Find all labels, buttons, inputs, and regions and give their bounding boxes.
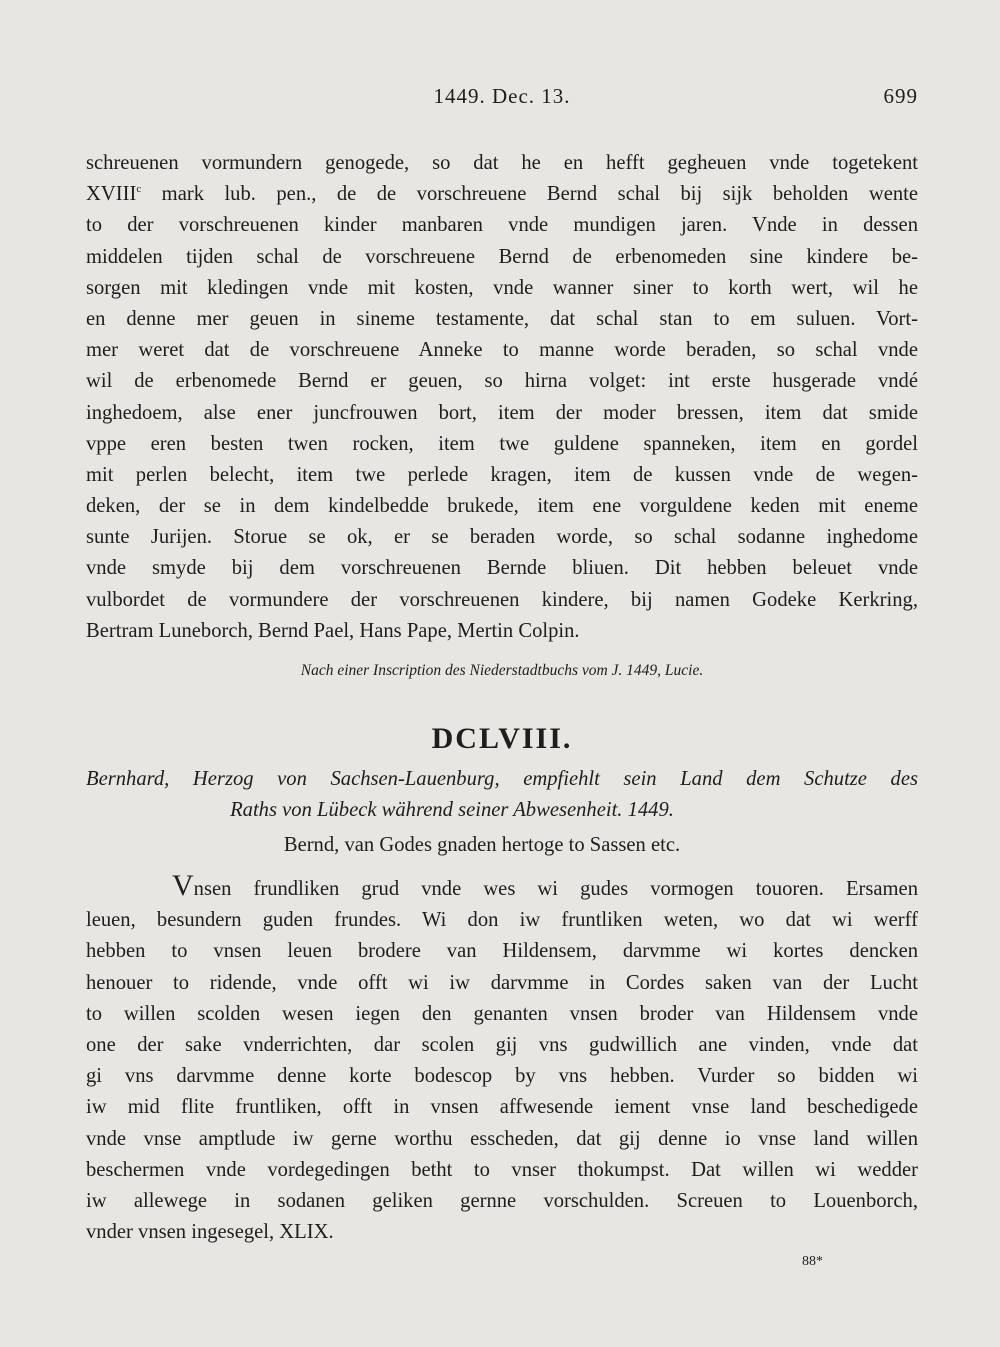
summary-line: Bernhard, Herzog von Sachsen-Lauenburg, empfiehlt sein Land dem Schutze des [86, 768, 918, 790]
text-line: henouer to ridende, vnde offt wi iw darvmme in Cordes saken van der Lucht [86, 971, 918, 994]
text-line [86, 869, 918, 905]
text-line: schreuenen vormundern genogede, so dat he en hefft gegheuen vnde togetekent [86, 152, 918, 174]
text-line: Bertram Luneborch, Bernd Pael, Hans Pape, Mertin Colpin. [86, 619, 580, 642]
text-line: sorgen mit kledingen vnde mit kosten, vnde wanner siner to korth wert, wil he [86, 276, 918, 299]
paragraph-letter [86, 869, 918, 1248]
text-line: to der vorschreuenen kinder manbaren vnde mundigen jaren. Vnde in dessen [86, 214, 918, 237]
text-line: en denne mer geuen in sineme testamente, dat schal stan to em suluen. Vort- [86, 307, 918, 330]
text-line: inghedoem, alse ener juncfrouwen bort, item der moder bressen, item dat smide [86, 401, 918, 424]
signature-mark: 88* [802, 1254, 823, 1269]
text-line: vulbordet de vormundere der vorschreuenen kindere, bij namen Godeke Kerkring, [86, 588, 918, 611]
source-note: Nach einer Inscription des Niederstadtbuchs vom J. 1449, Lucie. [300, 662, 704, 679]
text-line: vnde smyde bij dem vorschreuenen Bernde bliuen. Dit hebben beleuet vnde [86, 557, 918, 580]
text-line: beschermen vnde vordegedingen betht to vnser thokumpst. Dat willen wi wedder [86, 1158, 918, 1181]
salutation: Bernd, van Godes gnaden hertoge to Sassen etc. [283, 834, 681, 856]
summary-line: Raths von Lübeck während seiner Abwesenheit. 1449. [230, 799, 674, 821]
header-date: 1449. Dec. 13. [433, 84, 571, 108]
text-line [86, 179, 918, 210]
text-line: mer weret dat de vorschreuene Anneke to manne worde beraden, so schal vnde [86, 339, 918, 362]
page-header [86, 84, 918, 114]
text-line: iw allewege in sodanen geliken gernne vorschulden. Screuen to Louenborch, [86, 1189, 918, 1212]
text-line: sunte Jurijen. Storue se ok, er se beraden worde, so schal sodanne inghedome [86, 526, 918, 549]
text-line: vnde vnse amptlude iw gerne worthu esscheden, dat gij denne io vnse land willen [86, 1127, 918, 1150]
drop-cap: V [172, 869, 194, 902]
text-line-rest: mark lub. pen., de de vorschreuene Bernd schal bij sijk beholden wente [141, 183, 918, 206]
document-summary [86, 764, 918, 826]
text-line: vppe eren besten twen rocken, item twe guldene spanneken, item en gordel [86, 432, 918, 455]
text-line: iw mid flite fruntliken, offt in vnsen affwesende iement vnse land beschedigede [86, 1096, 918, 1119]
roman-numeral: XVIII [86, 183, 137, 206]
text-line: hebben to vnsen leuen brodere van Hildensem, darvmme wi kortes dencken [86, 940, 918, 963]
text-line: wil de erbenomede Bernd er geuen, so hirna volget: int erste husgerade vndé [86, 370, 918, 393]
superscript: c [136, 183, 142, 196]
text-line: middelen tijden schal de vorschreuene Bernd de erbenomeden sine kindere be- [86, 245, 918, 268]
text-line: mit perlen belecht, item twe perlede kragen, item de kussen vnde de wegen- [86, 463, 918, 486]
text-line: gi vns darvmme denne korte bodescop by vns hebben. Vurder so bidden wi [86, 1065, 918, 1088]
text-line: vnder vnsen ingesegel, XLIX. [86, 1221, 334, 1244]
paragraph-charter [86, 148, 918, 647]
text-line: to willen scolden wesen iegen den genanten vnsen broder van Hildensem vnde [86, 1002, 918, 1025]
text-line-rest: nsen frundliken grud vnde wes wi gudes vormogen touoren. Ersamen [193, 878, 918, 900]
text-line: one der sake vnderrichten, dar scolen gij vns gudwillich ane vinden, vnde dat [86, 1033, 918, 1056]
text-line: deken, der se in dem kindelbedde brukede, item ene vorguldene keden mit eneme [86, 495, 918, 518]
document-number: DCLVIII. [431, 722, 573, 755]
page-number: 699 [883, 84, 918, 108]
text-line: leuen, besundern guden frundes. Wi don iw fruntliken weten, wo dat wi werff [86, 909, 918, 932]
